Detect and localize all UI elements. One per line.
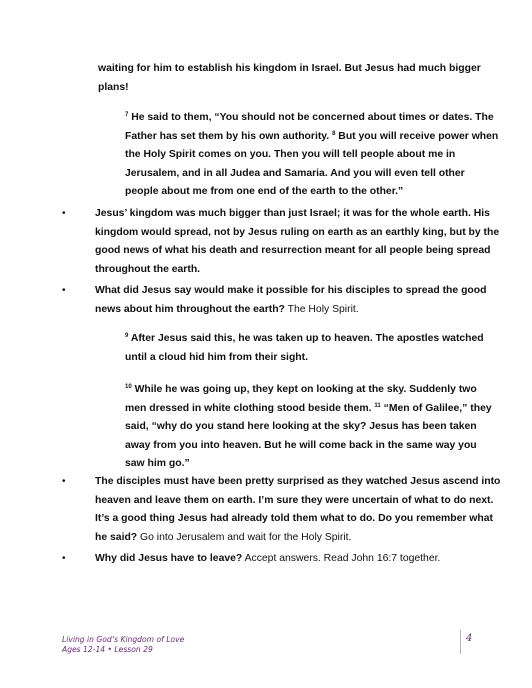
verse-number-7: 7 (125, 112, 129, 118)
footer-lesson-info (62, 635, 184, 655)
answer-text: The Holy Spirit. (284, 303, 359, 315)
bullet-paragraph-4: Why did Jesus have to leave? Accept answers. Read John 16:7 together. (95, 553, 441, 564)
footer-title: Living in God’s Kingdom of Love (62, 635, 185, 644)
intro-paragraph (98, 60, 481, 97)
verse-number-9: 9 (125, 333, 129, 339)
intro-line-2: plans! (98, 81, 129, 93)
verse-number-11: 11 (374, 402, 381, 409)
scripture-quote-verses-10-11: $^{10}$ While he was going up, they kept on looking at the sky. Suddenly two men dressed in white clothing stood beside them. $^{11}$ “Men of Galilee,” they said, “why do you stand here looking at the sky? Jesus has been taken away from you into heaven. But he will come back in the same way you saw him go.” (125, 384, 492, 469)
footer-divider (460, 630, 461, 654)
bullet-paragraph-2: What did Jesus say would make it possible for his disciples to spread the good news about him throughout the earth? The Holy Spirit. (95, 285, 487, 315)
scripture-quote-verse-9: $^9$ After Jesus said this, he was taken up to heaven. The apostles watched until a cloud hid him from their sight. (125, 333, 484, 363)
bullet-point-1: • (62, 208, 66, 219)
page-number: 4 (466, 633, 473, 644)
scripture-quote-verses-7-8: $^7$ He said to them, “You should not be concerned about times or dates. The Father has set them by his own authority. $^8$ But you will receive power when the Holy Spirit comes on you. Then you will tell people about me in Jerusalem, and in all Judea and Samaria. And you will even tell other people about me from one end of the earth to the other.” (125, 112, 499, 197)
verse-number-10: 10 (125, 384, 132, 390)
bullet-point-4: • (62, 553, 66, 564)
bullet-point-2: • (62, 285, 66, 296)
bullet-point-3: • (62, 476, 66, 487)
bullet-paragraph-1: Jesus’ kingdom was much bigger than just Israel; it was for the whole earth. His kingdom would spread, not by Jesus ruling on earth as an earthly king, but by the good news of what his death and resurrection meant for all people being spread throughout the earth. (95, 208, 500, 275)
verse-number-8: 8 (332, 130, 336, 137)
answer-text: Go into Jerusalem and wait for the Holy Spirit. (137, 531, 352, 543)
footer-age-lesson: Ages 12-14 • Lesson 29 (62, 645, 153, 654)
answer-text: Accept answers. Read John 16:7 together. (242, 553, 441, 564)
intro-line-1: waiting for him to establish his kingdom in Israel. But Jesus had much bigger (98, 63, 481, 74)
bullet-paragraph-3: The disciples must have been pretty surprised as they watched Jesus ascend into heaven and leave them on earth. I’m sure they were uncertain of what to do next. It’s a good thing Jesus had already told them what to do. Do you remember what he said? Go into Jerusalem and wait for the Holy Spirit. (95, 476, 501, 543)
